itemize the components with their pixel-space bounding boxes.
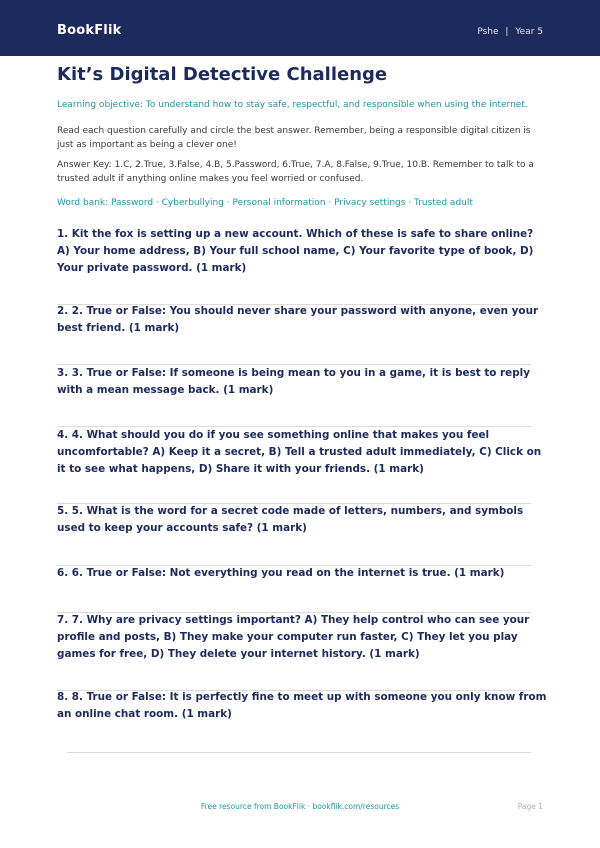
meta-separator: | — [505, 27, 509, 37]
brand-logo-text: BookFlik — [57, 23, 122, 38]
answer-line-8 — [67, 752, 531, 753]
page-number: Page 1 — [517, 802, 543, 811]
footer-credit: Free resource from BookFlik · bookflik.com/resources — [200, 802, 400, 811]
year-label: Year 5 — [515, 27, 543, 37]
question-4: 4. 4. What should you do if you see something online that makes you feel uncomfortable? A) Keep it a secret, B) Tell a trusted adult immediately, C) Click on it to see what happens, D) Share it with your friends. (1 mark) — [57, 429, 542, 475]
question-1: 1. Kit the fox is setting up a new account. Which of these is safe to share online? A) Your home address, B) Your full school name, C) Your favorite type of book, D) Your private password. (1 mark) — [57, 228, 534, 274]
instructions-text: Read each question carefully and circle the best answer. Remember, being a responsible digital citizen is just as important as being a clever one! — [57, 126, 531, 150]
learning-objective: Learning objective: To understand how to stay safe, respectful, and responsible when using the internet. — [57, 100, 528, 110]
question-6: 6. 6. True or False: Not everything you read on the internet is true. (1 mark) — [57, 567, 505, 579]
header-meta — [477, 27, 543, 37]
worksheet-title: Kit’s Digital Detective Challenge — [57, 64, 388, 85]
subject-label: Pshe — [477, 27, 499, 37]
question-8: 8. 8. True or False: It is perfectly fine to meet up with someone you only know from an online chat room. (1 mark) — [57, 691, 547, 720]
answer-key-text: Answer Key: 1.C, 2.True, 3.False, 4.B, 5.Password, 6.True, 7.A, 8.False, 9.True, 10.B. Remember to talk to a trusted adult if anything online makes you feel worried or confused. — [57, 160, 534, 184]
question-2: 2. 2. True or False: You should never share your password with anyone, even your best friend. (1 mark) — [57, 305, 539, 334]
question-3: 3. 3. True or False: If someone is being mean to you in a game, it is best to reply with a mean message back. (1 mark) — [57, 367, 531, 396]
question-5: 5. 5. What is the word for a secret code made of letters, numbers, and symbols used to keep your accounts safe? (1 mark) — [57, 505, 524, 534]
word-bank: Word bank: Password · Cyberbullying · Personal information · Privacy settings · Trusted adult — [57, 198, 473, 208]
page-header — [0, 0, 600, 56]
question-7: 7. 7. Why are privacy settings important? A) They help control who can see your profile and posts, B) They make your computer run faster, C) They let you play games for free, D) They delete your internet history. (1 mark) — [57, 614, 530, 660]
